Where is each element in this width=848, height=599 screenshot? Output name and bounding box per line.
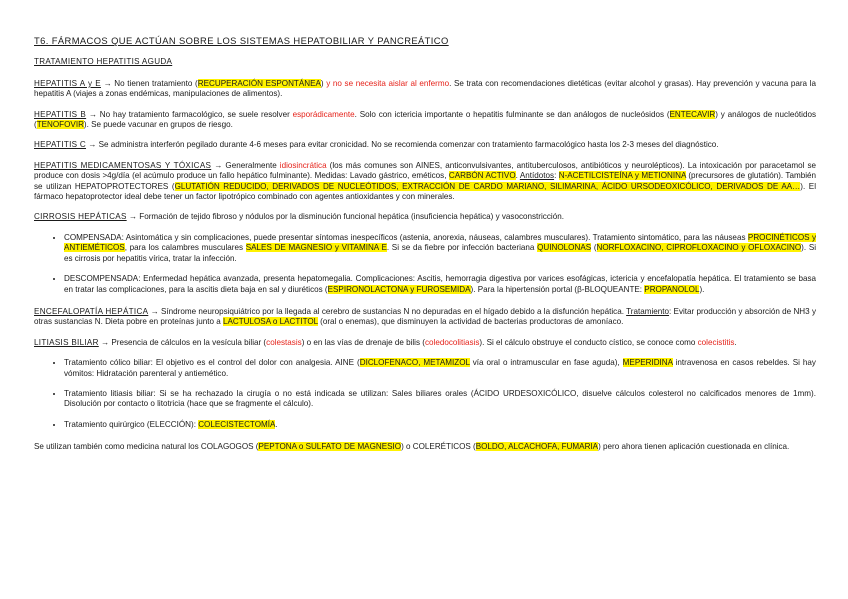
- list-item-litiasis-biliar: [64, 389, 816, 410]
- heading-hepatitis-medicamentosas: HEPATITIS MEDICAMENTOSAS Y TÓXICAS: [34, 160, 212, 170]
- paragraph-hepatitis-medicamentosas: [34, 161, 816, 203]
- highlight: RECUPERACIÓN ESPONTÁNEA: [197, 78, 321, 88]
- text: (precursores de glutatión). También se utilizan HEPATOPROTECTORES (: [34, 171, 816, 191]
- list-item-colico-biliar: [64, 358, 816, 379]
- text: Tratamiento quirúrgico (ELECCIÓN):: [64, 419, 199, 429]
- text: → No hay tratamiento farmacológico, se suele resolver: [86, 109, 293, 119]
- text: Se utilizan también como medicina natural los COLAGOGOS (: [34, 442, 259, 452]
- page-title: T6. FÁRMACOS QUE ACTÚAN SOBRE LOS SISTEMAS HEPATOBILIAR Y PANCREÁTICO: [34, 35, 449, 46]
- text: → Se administra interferón pegilado durante 4-6 meses para evitar cronicidad. No se recomienda comenzar con tratamiento farmacológico hasta los 2-3 meses del diagnóstico.: [86, 140, 719, 150]
- text: vía oral o intramuscular en fase aguda),: [469, 358, 623, 368]
- text: → No tienen tratamiento (: [100, 78, 198, 88]
- list-item-compensada: [64, 233, 816, 264]
- text: → Formación de tejido fibroso y nódulos por la disminución funcional hepática (insuficiencia hepática) y vasoconstricción.: [126, 212, 564, 222]
- text: : Evitar producción y absorción de NH3 y otras sustancias N. Dieta pobre en proteínas junto a: [34, 306, 816, 327]
- text: . Se trata con recomendaciones dietéticas (evitar alcohol y grasas). Hay prevención y vacuna para la hepatitis A (viajes a zonas endémicas, manipulaciones de alimentos).: [34, 78, 816, 99]
- litiasis-list: [34, 358, 816, 430]
- red-text: esporádicamente: [292, 109, 355, 119]
- red-text: y no se necesita aislar al enfermo: [326, 78, 450, 88]
- paragraph-cirrosis: [34, 212, 816, 222]
- text: .: [275, 419, 278, 429]
- highlight: PROCINÉTICOS y ANTIEMÉTICOS: [64, 232, 816, 253]
- list-item-quirurgico: [64, 420, 816, 430]
- underlined-text: Tratamiento: [626, 306, 670, 316]
- text: .: [515, 171, 520, 181]
- text: ). Si es cirrosis por hepatitis vírica, tratar la infección.: [64, 243, 817, 263]
- cirrosis-list: [34, 233, 816, 295]
- text: intravenosa en casos rebeldes. Si hay vómitos: Hidratación parenteral y antiemético.: [64, 358, 816, 378]
- highlight: BOLDO, ALCACHOFA, FUMARIA: [475, 442, 599, 452]
- text: COMPENSADA: Asintomática y sin complicaciones, puede presentar síntomas inespecíficos (astenia, anorexia, náuseas, calambres musculares). Tratamiento sintomático, para las náuseas: [64, 232, 748, 242]
- heading-hepatitis-a-e: HEPATITIS A y E: [34, 78, 101, 88]
- text: ).: [699, 284, 705, 294]
- paragraph-hepatitis-c: [34, 140, 816, 150]
- paragraph-encefalopatia: [34, 307, 816, 328]
- highlight: CARBÓN ACTIVO: [448, 171, 516, 181]
- red-text: colestasis: [266, 337, 302, 347]
- text: ) o en las vías de drenaje de bilis (: [301, 337, 425, 347]
- paragraph-hepatitis-a-e: [34, 79, 816, 100]
- text: Tratamiento litiasis biliar: Si se ha rechazado la cirugía o no está indicada se utilizan: Sales biliares orales (ÁCIDO URDESOXICÓLICO, disuelve cálculos colesterol no calcificados menores de 1mm). Disolución por contacto o litotricia (hace que se fragmente el cálculo).: [64, 388, 816, 409]
- highlight: ESPIRONOLACTONA y FUROSEMIDA: [327, 284, 471, 294]
- text: (los más comunes son AINES, anticonvulsivantes, antituberculosos, antibióticos y neurolépticos). La intoxicación por paracetamol se produce con dosis >4g/día (el acúmulo produce un fallo hepático fulminante). Medidas: Lavado gástrico, eméticos,: [34, 160, 816, 181]
- paragraph-litiasis: [34, 338, 816, 348]
- highlight: COLECISTECTOMÍA: [198, 419, 276, 429]
- text: DESCOMPENSADA: Enfermedad hepática avanzada, presenta hepatomegalia. Complicaciones: Ascitis, hemorragia digestiva por varices esofágicas, ictericia y encefalopatía hepática. El tratamiento se basa en tratar las complicaciones, para la ascitis dieta baja en sal y diuréticos (: [64, 274, 816, 294]
- highlight: GLUTATIÓN REDUCIDO, DERIVADOS DE NUCLEÓTIDOS, EXTRACCIÓN DE CARDO MARIANO, SILIMARINA, ÁCIDO URSODEOXICÓLICO, DERIVADOS DE AA…: [174, 181, 801, 191]
- highlight: SALES DE MAGNESIO y VITAMINA E: [245, 243, 387, 253]
- red-text: idiosincrática: [279, 160, 327, 170]
- heading-encefalopatia: ENCEFALOPATÍA HEPÁTICA: [34, 306, 149, 316]
- heading-hepatitis-b: HEPATITIS B: [34, 109, 87, 119]
- text: (: [591, 243, 597, 253]
- paragraph-hepatitis-b: [34, 110, 816, 131]
- text: . Si se da fiebre por infección bacteriana: [386, 243, 538, 253]
- list-item-descompensada: [64, 274, 816, 295]
- highlight: N-ACETILCISTEÍNA y METIONINA: [558, 171, 686, 181]
- underlined-text: Antídotos: [519, 171, 555, 181]
- text: → Síndrome neuropsiquiátrico por la llegada al cerebro de sustancias N no depuradas en el hígado debido a la disfunción hepática.: [148, 306, 627, 316]
- highlight: PEPTONA o SULFATO DE MAGNESIO: [258, 442, 402, 452]
- red-text: colecistitis: [697, 337, 735, 347]
- text: ). Se puede vacunar en grupos de riesgo.: [83, 120, 233, 130]
- heading-litiasis: LITIASIS BILIAR: [34, 337, 99, 347]
- heading-cirrosis: CIRROSIS HEPÁTICAS: [34, 212, 127, 222]
- text: Tratamiento cólico biliar: El objetivo es el control del dolor con analgesia. AINE (: [64, 358, 360, 368]
- text: → Presencia de cálculos en la vesícula biliar (: [98, 337, 267, 347]
- text: , para los calambres musculares: [124, 243, 246, 253]
- text: (oral o enemas), que disminuyen la actividad de bacterias productoras de amoníaco.: [317, 317, 624, 327]
- paragraph-medicina-natural: [34, 442, 816, 452]
- text: .: [734, 337, 737, 347]
- text: :: [554, 171, 559, 181]
- text: ) y análogos de nucleótidos (: [34, 109, 816, 130]
- text: ). Si el cálculo obstruye el conducto cístico, se conoce como: [479, 337, 698, 347]
- text: ). El fármaco hepatoprotector ideal debe tener un factor lipotrópico combinado con agentes antioxidantes y con minerales.: [34, 181, 817, 202]
- text: . Solo con ictericia importante o hepatitis fulminante se dan análogos de nucleósidos (: [354, 109, 670, 119]
- highlight: NORFLOXACINO, CIPROFLOXACINO y OFLOXACINO: [596, 243, 802, 253]
- text: ). Para la hipertensión portal (β-BLOQUEANTE:: [470, 284, 645, 294]
- text: ) pero ahora tienen aplicación cuestionada en clínica.: [598, 442, 790, 452]
- heading-hepatitis-c: HEPATITIS C: [34, 140, 87, 150]
- text: ): [320, 78, 327, 88]
- text: ) o COLERÉTICOS (: [401, 442, 476, 452]
- highlight: QUINOLONAS: [537, 243, 592, 253]
- red-text: coledocolitiasis: [424, 337, 480, 347]
- text: → Generalmente: [211, 160, 280, 170]
- highlight: DICLOFENACO, METAMIZOL: [359, 358, 470, 368]
- highlight: PROPANOLOL: [644, 284, 700, 294]
- section-subtitle: TRATAMIENTO HEPATITIS AGUDA: [34, 57, 173, 67]
- highlight: LACTULOSA o LACTITOL: [222, 317, 318, 327]
- highlight: TENOFOVIR: [36, 120, 84, 130]
- highlight: MEPERIDINA: [622, 358, 673, 368]
- highlight: ENTECAVIR: [669, 109, 716, 119]
